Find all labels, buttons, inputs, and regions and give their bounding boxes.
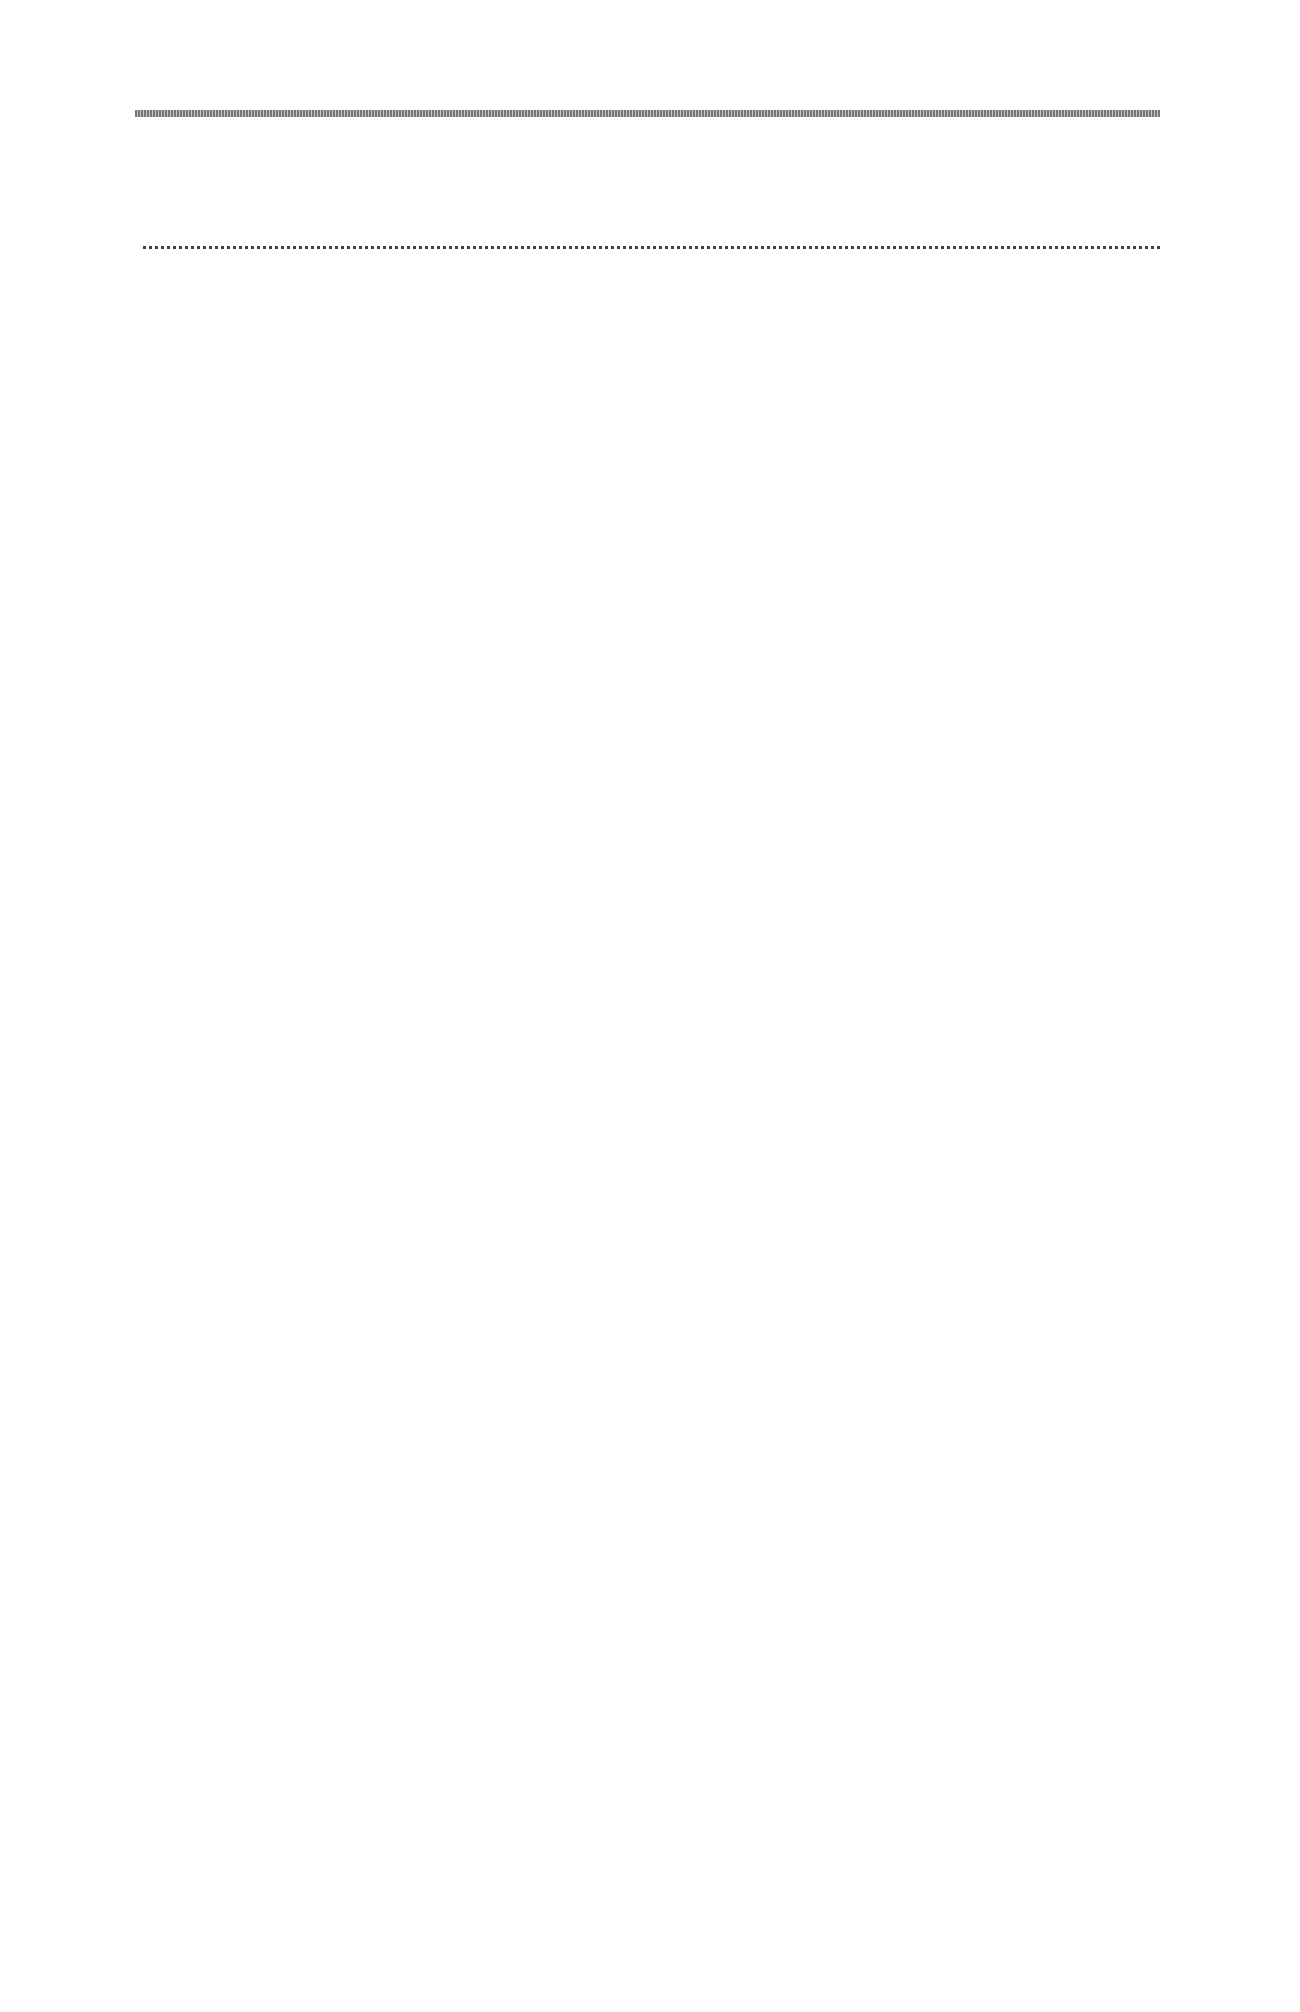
chapter-page <box>135 162 1300 2012</box>
chapter-heading <box>135 206 1160 288</box>
page-header <box>135 58 1160 118</box>
chapter-title-row <box>135 246 1160 288</box>
table-of-contents <box>135 162 1160 288</box>
header-rule <box>135 110 1160 117</box>
